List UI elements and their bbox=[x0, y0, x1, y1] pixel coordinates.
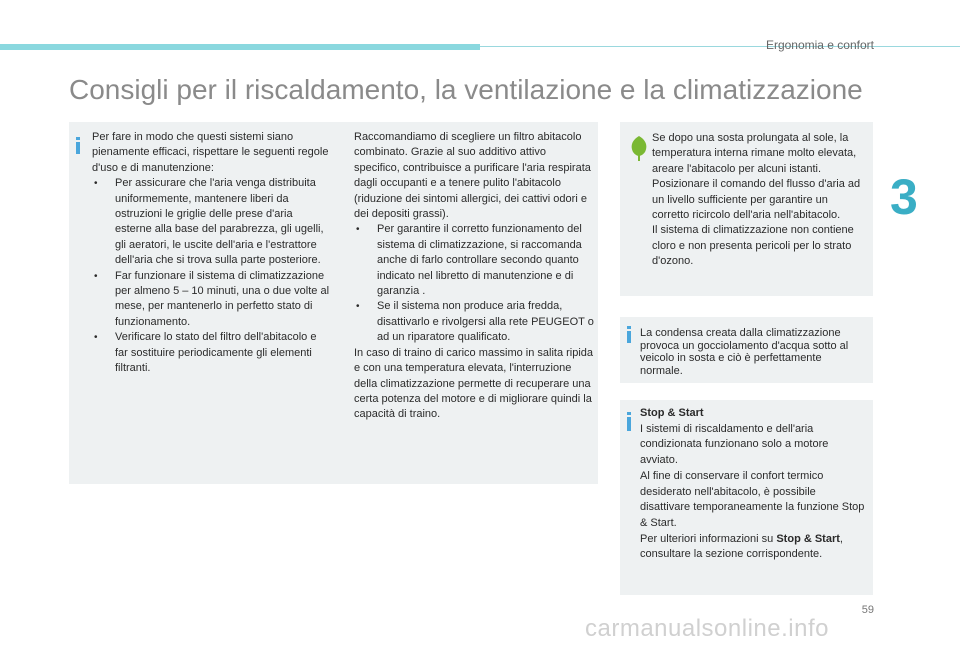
stop-start-info-box bbox=[620, 400, 873, 595]
eco-paragraph: Se dopo una sosta prolungata al sole, la temperatura interna rimane molto elevata, areare l'abitacolo per alcuni istanti. bbox=[652, 132, 857, 175]
list-item: • Far funzionare il sistema di climatizzazione per almeno 5 – 10 minuti, una o due volte al mese, per mantenerlo in perfetto stato di funzionamento. bbox=[94, 269, 330, 328]
eco-paragraph: Posizionare il comando del flusso d'aria ad un livello sufficiente per garantire un corretto ricircolo dell'aria nell'abitacolo. bbox=[652, 178, 861, 222]
intro-text: Per fare in modo che questi sistemi siano pienamente efficaci, rispettare le seguenti regole d'uso e di manutenzione: bbox=[92, 131, 329, 174]
stop-start-paragraph: Per ulteriori informazioni su Stop & Start, bbox=[640, 532, 843, 545]
filter-text: Raccomandiamo di scegliere un filtro abitacolo combinato. Grazie al suo additivo attivo specifico, contribuisce a purificare l'aria respirata dagli occupanti e a tenere pulito l'abitacolo (riduzione dei sintomi allergici, dei cattivi odori e dei depositi grassi). bbox=[354, 131, 591, 221]
page-number: 59 bbox=[861, 604, 874, 616]
list-item: • Per assicurare che l'aria venga distribuita uniformemente, mantenere liberi da ostruzioni le griglie delle prese d'aria esterne alla base del parabrezza, gli ugelli, gli aeratori, le uscite dell'aria e l'estrattore dell'aria che si trova sulla parte posteriore. bbox=[94, 177, 324, 267]
towing-text: In caso di traino di carico massimo in salita ripida e con una temperatura elevata, l'interruzione della climatizzazione permette di recuperare una certa potenza del motore e di migliorare quindi la capacità di traino. bbox=[354, 346, 594, 421]
column-right bbox=[354, 130, 594, 423]
stop-start-paragraph: consultare la sezione corrispondente. bbox=[640, 548, 823, 561]
main-info-box bbox=[69, 122, 598, 484]
bullet-icon: • bbox=[94, 270, 98, 282]
eco-leaf-icon bbox=[628, 134, 650, 162]
list-item: • Per garantire il corretto funzionamento del sistema di climatizzazione, si raccomanda anche di farlo controllare secondo quanto indicato nel libretto di manutenzione e di garanzia . bbox=[356, 223, 582, 298]
section-title: Ergonomia e confort bbox=[765, 38, 874, 52]
bullet-icon: • bbox=[356, 224, 360, 236]
bullet-icon: • bbox=[94, 178, 98, 190]
stop-start-title: Stop & Start bbox=[640, 407, 704, 419]
header-rule bbox=[480, 46, 960, 47]
info-icon bbox=[627, 331, 631, 343]
info-icon bbox=[76, 142, 80, 154]
column-left bbox=[92, 130, 332, 377]
eco-paragraph: Il sistema di climatizzazione non contiene cloro e non presenta pericoli per lo strato d'ozono. bbox=[652, 224, 854, 268]
eco-text bbox=[652, 131, 867, 270]
list-item: • Verificare lo stato del filtro dell'abitacolo e far sostituire periodicamente gli elementi filtranti. bbox=[94, 331, 317, 375]
list-item: • Se il sistema non produce aria fredda, disattivarlo e rivolgersi alla rete PEUGEOT o ad un riparatore qualificato. bbox=[356, 300, 594, 344]
info-icon bbox=[627, 417, 631, 431]
stop-start-paragraph: I sistemi di riscaldamento e dell'aria condizionata funzionano solo a motore avviato. bbox=[640, 422, 829, 467]
stop-start-text bbox=[640, 406, 868, 563]
page-title: Consigli per il riscaldamento, la ventilazione e la climatizzazione bbox=[69, 74, 863, 105]
watermark: carmanualsonline.info bbox=[585, 615, 829, 642]
condensation-info-box bbox=[620, 317, 873, 383]
stop-start-paragraph: Al fine di conservare il confort termico desiderato nell'abitacolo, è possibile disattivare temporaneamente la funzione Stop & Start. bbox=[640, 469, 865, 529]
condensation-paragraph: La condensa creata dalla climatizzazione provoca un gocciolamento d'acqua sotto al veicolo in sosta e ciò è perfettamente normale. bbox=[640, 327, 849, 377]
eco-tip-box bbox=[620, 122, 873, 296]
bullet-icon: • bbox=[94, 332, 98, 344]
condensation-text bbox=[640, 327, 865, 377]
chapter-number: 3 bbox=[890, 169, 918, 225]
header-accent-bar bbox=[0, 44, 480, 50]
bullet-icon: • bbox=[356, 301, 360, 313]
